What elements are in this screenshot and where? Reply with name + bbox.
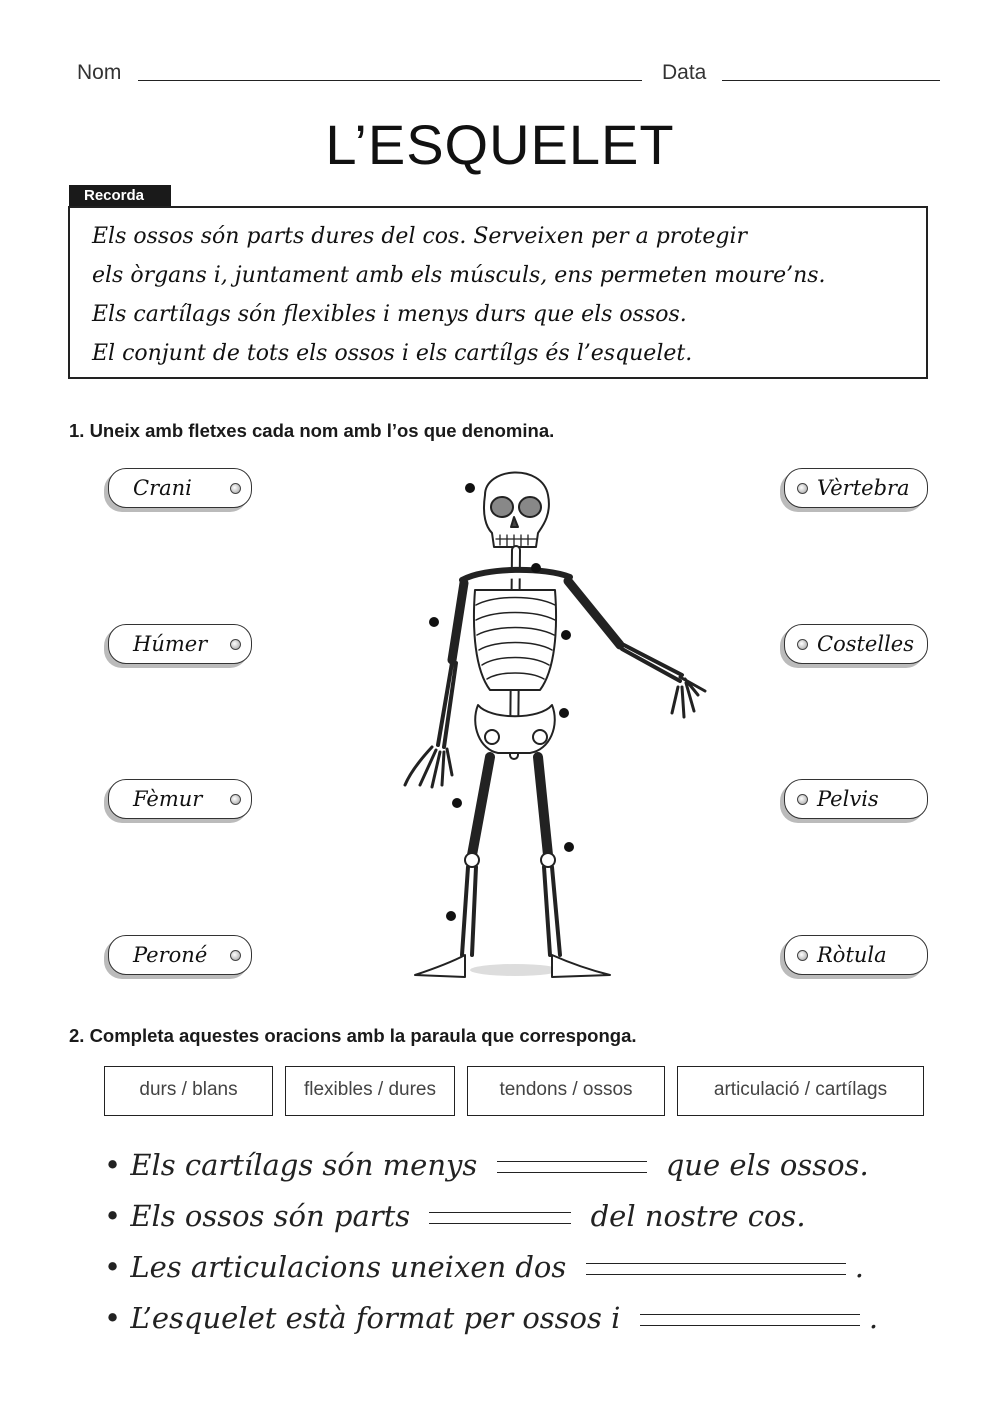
bone-marker-dot[interactable] [561,630,571,640]
connector-dot[interactable] [230,639,241,650]
sentence-after: . [854,1250,864,1284]
word-option: durs / blans [104,1066,273,1116]
sentence-1 [104,1148,869,1182]
bone-marker-dot[interactable] [465,483,475,493]
answer-blank[interactable] [640,1314,860,1326]
label-crani[interactable] [108,468,252,508]
label-costelles[interactable] [784,624,928,664]
label-text: Crani [133,476,192,500]
name-field[interactable] [138,80,642,81]
name-label: Nom [77,61,122,84]
answer-blank[interactable] [586,1263,846,1275]
date-field[interactable] [722,80,940,81]
connector-dot[interactable] [797,483,808,494]
label-rotula[interactable] [784,935,928,975]
bullet-icon: • [104,1301,122,1335]
bullet-icon: • [104,1148,122,1182]
recorda-line: els òrgans i, juntament amb els músculs, ens permeten moure’ns. [92,263,826,288]
label-vertebra[interactable] [784,468,928,508]
exercise1-instruction: 1. Uneix amb fletxes cada nom amb l’os que denomina. [69,420,555,441]
page-title: L’ESQUELET [325,113,675,176]
sentence-3 [104,1250,864,1284]
label-perone[interactable] [108,935,252,975]
sentence-2 [104,1199,806,1233]
bone-marker-dot[interactable] [559,708,569,718]
label-text: Pelvis [817,787,879,811]
connector-dot[interactable] [230,794,241,805]
connector-dot[interactable] [230,950,241,961]
skeleton-illustration [380,455,740,995]
recorda-tag: Recorda [69,185,171,207]
bone-marker-dot[interactable] [564,842,574,852]
date-label: Data [662,61,707,84]
label-pelvis[interactable] [784,779,928,819]
label-femur[interactable] [108,779,252,819]
bone-marker-dot[interactable] [531,563,541,573]
label-text: Peroné [133,943,208,967]
sentence-before: Les articulacions uneixen dos [130,1250,567,1284]
label-text: Costelles [817,632,914,656]
connector-dot[interactable] [230,483,241,494]
answer-blank[interactable] [497,1161,647,1173]
bone-marker-dot[interactable] [446,911,456,921]
recorda-box [68,206,928,379]
recorda-line: El conjunt de tots els ossos i els cartílgs és l’esquelet. [92,341,693,366]
sentence-after: . [868,1301,879,1335]
connector-dot[interactable] [797,950,808,961]
label-humer[interactable] [108,624,252,664]
exercise2-instruction: 2. Completa aquestes oracions amb la paraula que corresponga. [69,1025,637,1046]
recorda-line: Els ossos són parts dures del cos. Serveixen per a protegir [92,224,748,249]
word-option: tendons / ossos [467,1066,665,1116]
connector-dot[interactable] [797,639,808,650]
sentence-before: Els cartílags són menys [130,1148,478,1182]
bullet-icon: • [104,1199,122,1233]
word-option: articulació / cartílags [677,1066,924,1116]
sentence-after: que els ossos. [665,1148,869,1182]
label-text: Húmer [133,632,208,656]
recorda-line: Els cartílags són flexibles i menys durs que els ossos. [92,302,687,327]
sentence-after: del nostre cos. [590,1199,806,1233]
label-text: Ròtula [817,943,887,967]
sentence-before: Els ossos són parts [130,1199,411,1233]
answer-blank[interactable] [429,1212,571,1224]
bone-marker-dot[interactable] [452,798,462,808]
sentence-before: L’esquelet està format per ossos i [130,1301,621,1335]
bullet-icon: • [104,1250,122,1284]
sentence-4 [104,1301,878,1335]
bone-marker-dot[interactable] [429,617,439,627]
label-text: Fèmur [133,787,203,811]
word-option: flexibles / dures [285,1066,455,1116]
label-text: Vèrtebra [817,476,910,500]
connector-dot[interactable] [797,794,808,805]
